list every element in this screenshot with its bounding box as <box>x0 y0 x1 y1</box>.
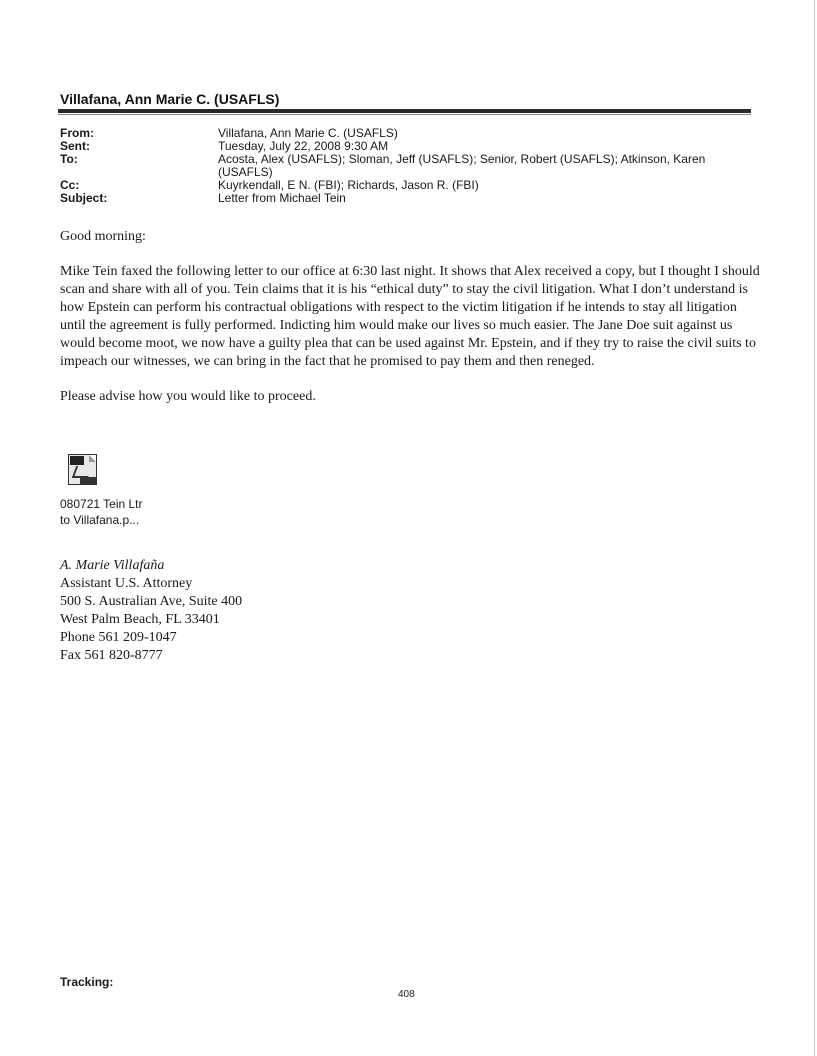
title-divider-thin <box>58 114 751 115</box>
signature-address: 500 S. Australian Ave, Suite 400 <box>60 594 243 609</box>
title-divider <box>58 109 751 113</box>
header-row-subject <box>60 192 760 205</box>
signature-phone: Phone 561 209-1047 <box>60 630 177 645</box>
header-value-to: Acosta, Alex (USAFLS); Sloman, Jeff (USAFLS); Senior, Robert (USAFLS); Atkinson, Karen (USAFLS) <box>218 152 706 179</box>
signature-name: A. Marie Villafaña <box>60 558 165 573</box>
body-closing-request: Please advise how you would like to proceed. <box>60 389 316 404</box>
header-value-subject: Letter from Michael Tein <box>218 191 346 205</box>
body-paragraph: Mike Tein faxed the following letter to our office at 6:30 last night. It shows that Alex received a copy, but I thought I should scan and share with all of you. Tein claims that it is his “ethical duty” to stay the civil litigation. What I don’t understand is how Epstein can perform his contractual obligations with respect to the victim litigation if he intends to stay all litigation until the agreement is fully performed. Indicting him would make our lives so much easier. The Jane Doe suit against us would become moot, we now have a guilty plea that can be used against Mr. Epstein, and if they try to raise the civil suits to impeach our witnesses, we can bring in the fact that he promised to pay them and then reneged. <box>60 264 760 369</box>
header-label-cc: Cc: <box>60 178 80 192</box>
signature-city: West Palm Beach, FL 33401 <box>60 612 220 627</box>
email-body <box>60 228 760 423</box>
tracking-label: Tracking: <box>60 975 114 989</box>
body-greeting: Good morning: <box>60 229 146 244</box>
email-headers <box>60 127 760 205</box>
header-row-from <box>60 127 760 140</box>
header-label-to: To: <box>60 152 78 166</box>
signature-title: Assistant U.S. Attorney <box>60 576 193 591</box>
signature-fax: Fax 561 820-8777 <box>60 648 163 663</box>
attachment-filename[interactable] <box>60 496 180 528</box>
pdf-file-icon[interactable] <box>68 454 97 485</box>
header-row-cc <box>60 179 760 192</box>
header-value-sent: Tuesday, July 22, 2008 9:30 AM <box>218 139 389 153</box>
header-label-from: From: <box>60 126 94 140</box>
header-value-from: Villafana, Ann Marie C. (USAFLS) <box>218 126 398 140</box>
header-label-sent: Sent: <box>60 139 90 153</box>
attachment-filename-line1: 080721 Tein Ltr <box>60 497 143 511</box>
page-edge-line <box>814 0 815 1056</box>
email-title: Villafana, Ann Marie C. (USAFLS) <box>60 91 280 107</box>
header-row-to <box>60 153 760 179</box>
header-value-cc: Kuyrkendall, E N. (FBI); Richards, Jason R. (FBI) <box>218 178 479 192</box>
email-signature <box>60 557 242 665</box>
header-label-subject: Subject: <box>60 191 108 205</box>
page-number: 408 <box>398 989 415 1000</box>
attachment-filename-line2: to Villafana.p... <box>60 513 140 527</box>
